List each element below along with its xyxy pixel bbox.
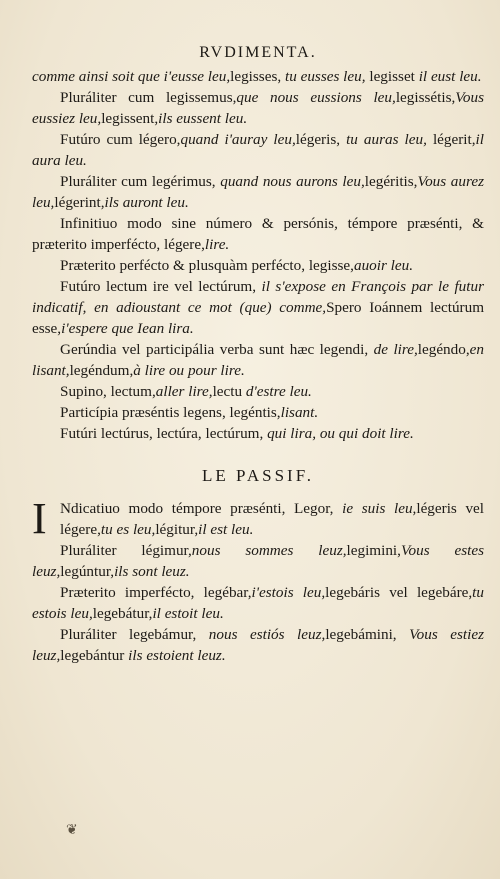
text-line: Particípia præséntis legens, legéntis,lisant. <box>60 404 319 421</box>
drop-cap: I <box>32 494 47 543</box>
text-line: comme ainsi soit que i'eusse leu,legisses, tu eusses leu, legisset il eust leu. <box>32 68 482 85</box>
text-line: Futúri lectúrus, lectúra, lectúrum, qui lira, ou qui doit lire. <box>60 425 414 442</box>
text-line: Futúro cum légero,quand i'auray leu,légeris, tu auras leu, légerit,il aura leu. <box>32 131 484 169</box>
ornament-icon: ❦ <box>66 822 78 838</box>
text-line: Gerúndia vel participália verba sunt hæc legendi, de lire,legéndo,en lisant,legéndum,à lire ou pour lire. <box>32 341 484 379</box>
text-line: Infinitiuo modo sine número & persónis, témpore præsénti, & præterito imperfécto, légere,lire. <box>32 215 484 253</box>
text-line: Præterito imperfécto, legébar,i'estois leu,legebáris vel legebáre,tu estois leu,legebátur,il estoit leu. <box>32 584 484 622</box>
running-head: RVDIMENTA. <box>199 44 317 61</box>
section-heading: LE PASSIF. <box>201 466 315 485</box>
text-line: Pluráliter cum legissemus,que nous eussions leu,legissétis,Vous eussiez leu,legissent,ils eussent leu. <box>32 89 484 127</box>
text-line: Futúro lectum ire vel lectúrum, il s'expose en François par le futur indicatif, en adioustant ce mot (que) comme,Spero Ioánnem lectúrum esse,i'espere que Iean lira. <box>32 278 485 337</box>
text-line: Pluráliter legebámur, nous estiós leuz,legebámini, Vous estiez leuz,legebántur ils estoient leuz. <box>32 626 484 664</box>
text-line: Pluráliter légimur,nous sommes leuz,legimini,Vous estes leuz,legúntur,ils sont leuz. <box>32 542 485 580</box>
text-line: I Ndicatiuo modo témpore præsénti, Legor, ie suis leu,légeris vel légere,tu es leu,légitur,il est leu. <box>32 494 485 543</box>
text-line: Supino, lectum,aller lire,lectu d'estre leu. <box>60 383 312 400</box>
text-line: Præterito perfécto & plusquàm perfécto, legisse,auoir leu. <box>60 257 414 274</box>
text-line: Pluráliter cum legérimus, quand nous aurons leu,legéritis,Vous aurez leu,légerint,ils auront leu. <box>32 173 484 211</box>
